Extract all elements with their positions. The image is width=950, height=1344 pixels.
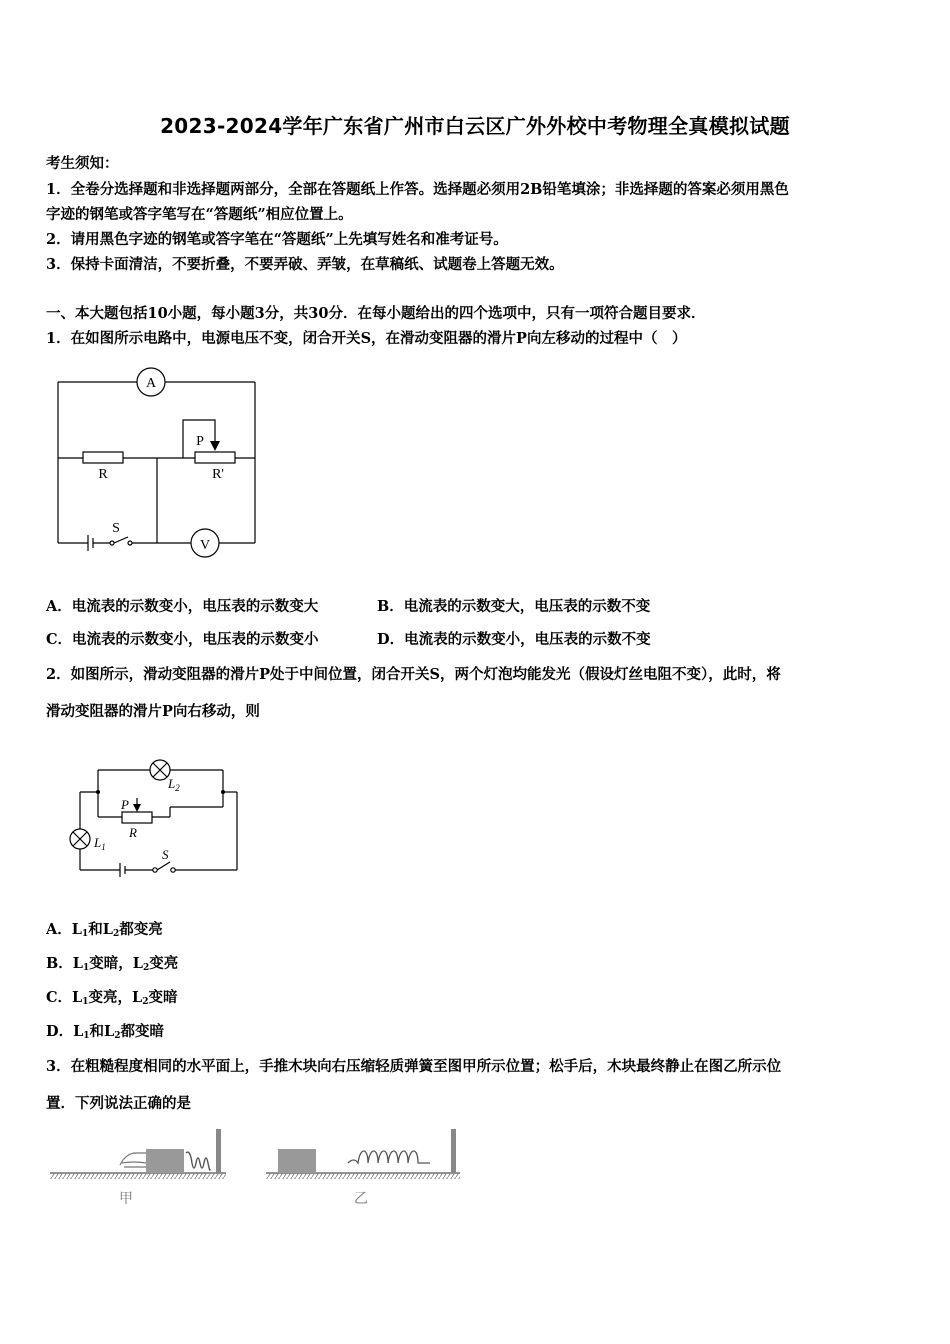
q1-stem: 1．在如图所示电路中，电源电压不变，闭合开关S，在滑动变阻器的滑片P向左移动的过程中（ ） xyxy=(46,330,687,347)
q3-stem: 3．在粗糙程度相同的水平面上，手推木块向右压缩轻质弹簧至图甲所示位置；松手后，木块最终静止在图乙所示位 xyxy=(46,1058,782,1075)
slider-label: P xyxy=(121,797,129,812)
switch-label: S xyxy=(162,847,169,862)
figure-yi xyxy=(266,1129,460,1207)
q2-option-c: C．$L_1$变亮，$L_2$变暗 xyxy=(46,989,178,1007)
slider-arrow-icon xyxy=(210,441,220,451)
notice-item-1-cont: 字迹的钢笔或答字笔写在“答题纸”相应位置上。 xyxy=(46,206,353,223)
section-heading: 一、本大题包括10小题，每小题3分，共30分．在每小题给出的四个选项中，只有一项符合题目要求． xyxy=(46,305,706,322)
q2-stem: 2．如图所示，滑动变阻器的滑片P处于中间位置，闭合开关S，两个灯泡均能发光（假设灯丝电阻不变），此时，将 xyxy=(46,666,781,683)
q1-circuit-diagram xyxy=(50,365,265,560)
lamp2-label: $L_2$ xyxy=(168,776,180,793)
page-title: 2023-2024学年广东省广州市白云区广外外校中考物理全真模拟试题 xyxy=(160,114,790,138)
slider-arrow-icon xyxy=(133,804,141,812)
slider-label: P xyxy=(196,434,204,449)
notice-item-3: 3．保持卡面清洁，不要折叠，不要弄破、弄皱，在草稿纸、试题卷上答题无效。 xyxy=(46,256,564,273)
fig-label-yi: 乙 xyxy=(354,1192,368,1207)
resistor-label: R xyxy=(98,467,108,482)
fig-label-jia: 甲 xyxy=(119,1192,133,1207)
figure-jia xyxy=(50,1129,226,1207)
lamp1-label: $L_1$ xyxy=(94,835,106,852)
notice-item-1: 1．全卷分选择题和非选择题两部分，全部在答题纸上作答。选择题必须用2B铅笔填涂；非选择题的答案必须用黑色 xyxy=(46,181,789,198)
q3-stem-cont: 置．下列说法正确的是 xyxy=(46,1095,191,1112)
rheostat-label: R' xyxy=(212,467,224,482)
q2-stem-cont: 滑动变阻器的滑片P向右移动，则 xyxy=(46,703,260,720)
q1-option-b: B．电流表的示数变大，电压表的示数不变 xyxy=(377,598,651,615)
q1-option-a: A．电流表的示数变小，电压表的示数变大 xyxy=(46,598,319,615)
q2-option-b: B．$L_1$变暗，$L_2$变亮 xyxy=(46,955,179,973)
q2-circuit-diagram xyxy=(65,755,245,890)
q3-figure xyxy=(48,1123,463,1208)
notice-heading: 考生须知： xyxy=(46,155,119,172)
rheostat-label: R xyxy=(129,825,137,840)
ammeter-label: A xyxy=(145,376,157,391)
q2-option-d: D．$L_1$和$L_2$都变暗 xyxy=(46,1023,165,1041)
notice-item-2: 2．请用黑色字迹的钢笔或答字笔在“答题纸”上先填写姓名和准考证号。 xyxy=(46,231,508,248)
hand-icon xyxy=(120,1153,146,1167)
spring-icon xyxy=(348,1151,430,1163)
switch-label: S xyxy=(112,521,120,536)
q1-option-c: C．电流表的示数变小，电压表的示数变小 xyxy=(46,631,319,648)
q1-option-d: D．电流表的示数变小，电压表的示数不变 xyxy=(377,631,651,648)
voltmeter-label: V xyxy=(199,538,211,553)
q2-option-a: A．$L_1$和$L_2$都变亮 xyxy=(46,921,163,939)
